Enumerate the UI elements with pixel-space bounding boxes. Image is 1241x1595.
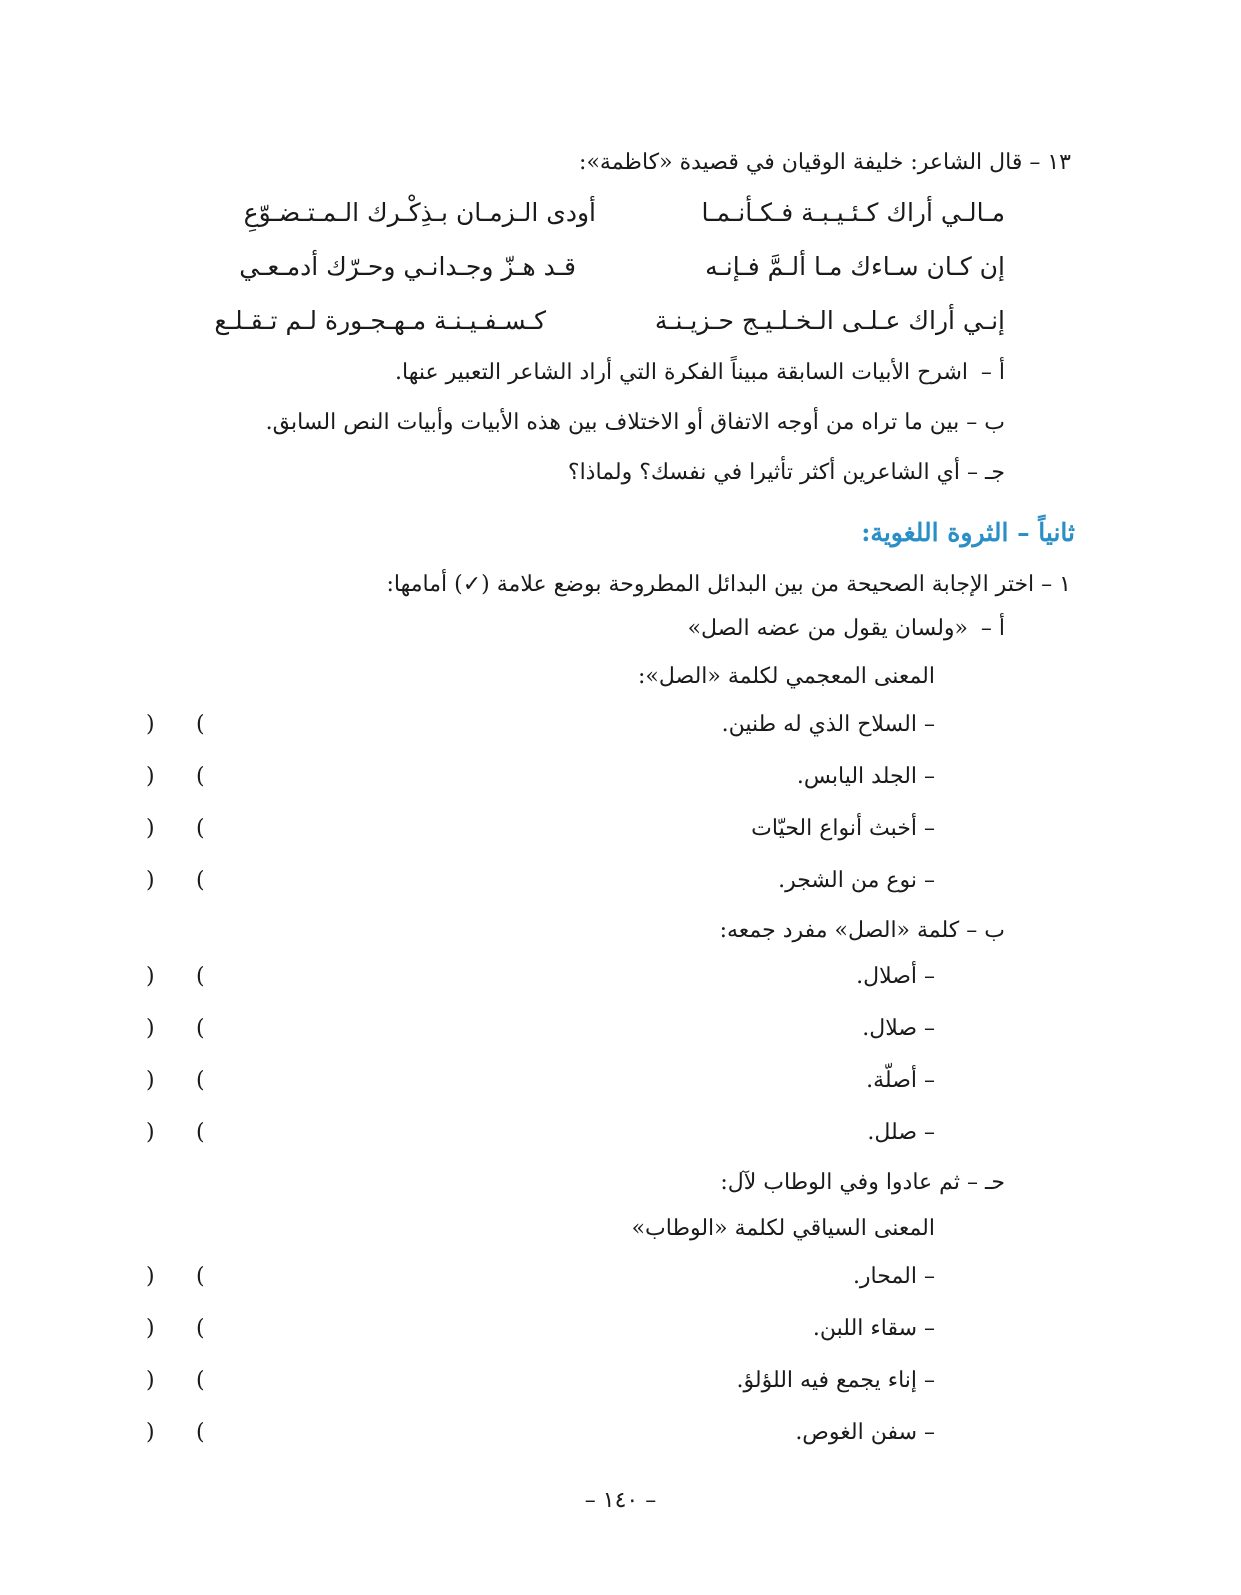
- part-c-option-1: – المحار.: [852, 1264, 935, 1289]
- part-c-quote-text: ثم عادوا وفي الوطاب لآل:: [720, 1170, 960, 1195]
- part-c-option-4: – سفن الغوص.: [795, 1420, 935, 1445]
- part-a-option-3: – أخبث أنواع الحيّات: [751, 816, 935, 841]
- answer-box-a2-close[interactable]: ): [146, 764, 155, 789]
- answer-box-c4-open[interactable]: (: [196, 1420, 205, 1445]
- answer-box-a3-close[interactable]: ): [146, 816, 155, 841]
- task-b: [266, 408, 1005, 438]
- answer-box-c2-close[interactable]: ): [146, 1316, 155, 1341]
- part-b-option-3: – أصلّة.: [866, 1068, 935, 1093]
- verse-1-second-hemistich: أودى الـزمـان بـذِكْـرك الـمـتـضـوّعِ: [243, 198, 596, 227]
- answer-box-b4-open[interactable]: (: [196, 1120, 205, 1145]
- answer-box-a1-open[interactable]: (: [196, 712, 205, 737]
- task-c: [568, 458, 1005, 488]
- part-b-marker: ب –: [966, 918, 1005, 943]
- answer-box-c3-open[interactable]: (: [196, 1368, 205, 1393]
- verse-3-second-hemistich: كـسـفـيـنـة مـهـجـورة لـم تـقـلـع: [214, 306, 546, 335]
- task-a-text: اشرح الأبيات السابقة مبيناً الفكرة التي أراد الشاعر التعبير عنها.: [395, 360, 968, 385]
- verse-2-first-hemistich: إن كـان سـاءك مـا ألـمَّ فـإنـه: [705, 252, 1005, 281]
- answer-box-c1-close[interactable]: ): [146, 1264, 155, 1289]
- part-a-option-1: – السلاح الذي له طنين.: [721, 712, 935, 737]
- part-c-option-2: – سقاء اللبن.: [812, 1316, 935, 1341]
- part-c-quote: [720, 1168, 1005, 1198]
- task-a: [395, 358, 1005, 388]
- task-c-marker: جـ –: [966, 460, 1005, 485]
- answer-box-a2-open[interactable]: (: [196, 764, 205, 789]
- part-c-option-3: – إناء يجمع فيه اللؤلؤ.: [736, 1368, 935, 1393]
- part-a-option-4: – نوع من الشجر.: [778, 868, 935, 893]
- part-c-marker: حـ –: [966, 1170, 1005, 1195]
- question-13-label: ١٣ – قال الشاعر: خليفة الوقيان في قصيدة «كاظمة»:: [579, 150, 1071, 175]
- part-b-option-4: – صلل.: [867, 1120, 935, 1145]
- answer-box-b1-open[interactable]: (: [196, 964, 205, 989]
- page-number: – ١٤٠ –: [584, 1488, 657, 1513]
- task-a-marker: أ –: [980, 360, 1005, 385]
- answer-box-a4-close[interactable]: ): [146, 868, 155, 893]
- verse-1-first-hemistich: مـالـي أراك كـئـيـبـة فـكـأنـمـا: [701, 198, 1005, 227]
- answer-box-c1-open[interactable]: (: [196, 1264, 205, 1289]
- task-c-text: أي الشاعرين أكثر تأثيرا في نفسك؟ ولماذا؟: [567, 460, 960, 485]
- answer-box-a4-open[interactable]: (: [196, 868, 205, 893]
- answer-box-b3-close[interactable]: ): [146, 1068, 155, 1093]
- answer-box-b2-close[interactable]: ): [146, 1016, 155, 1041]
- part-b-prompt-text: كلمة «الصل» مفرد جمعه:: [719, 918, 960, 943]
- part-b-prompt: [720, 916, 1005, 946]
- answer-box-c2-open[interactable]: (: [196, 1316, 205, 1341]
- verse-3-first-hemistich: إنـي أراك عـلـى الـخـلـيـج حـزيـنـة: [654, 306, 1005, 335]
- answer-box-b1-close[interactable]: ): [146, 964, 155, 989]
- part-c-prompt: المعنى السياقي لكلمة «الوطاب»: [631, 1216, 935, 1241]
- part-a-marker: أ –: [980, 616, 1005, 641]
- part-b-option-1: – أصلال.: [856, 964, 935, 989]
- task-b-text: بين ما تراه من أوجه الاتفاق أو الاختلاف بين هذه الأبيات وأبيات النص السابق.: [265, 410, 960, 435]
- part-a-quote-text: «ولسان يقول من عضه الصل»: [687, 616, 968, 641]
- answer-box-b4-close[interactable]: ): [146, 1120, 155, 1145]
- answer-box-c4-close[interactable]: ): [146, 1420, 155, 1445]
- answer-box-b3-open[interactable]: (: [196, 1068, 205, 1093]
- answer-box-a3-open[interactable]: (: [196, 816, 205, 841]
- part-b-option-2: – صلال.: [862, 1016, 935, 1041]
- answer-box-b2-open[interactable]: (: [196, 1016, 205, 1041]
- part-a-quote: [688, 614, 1005, 644]
- part-a-option-2: – الجلد اليابس.: [796, 764, 935, 789]
- task-b-marker: ب –: [966, 410, 1005, 435]
- answer-box-c3-close[interactable]: ): [146, 1368, 155, 1393]
- verse-2-second-hemistich: قـد هـزّ وجـدانـي وحـرّك أدمـعـي: [239, 252, 576, 281]
- part-a-prompt: المعنى المعجمي لكلمة «الصل»:: [637, 664, 935, 689]
- exercise-1-instruction: ١ – اختر الإجابة الصحيحة من بين البدائل المطروحة بوضع علامة (✓) أمامها:: [386, 572, 1071, 597]
- section-heading: ثانياً – الثروة اللغوية:: [861, 518, 1075, 547]
- answer-box-a1-close[interactable]: ): [146, 712, 155, 737]
